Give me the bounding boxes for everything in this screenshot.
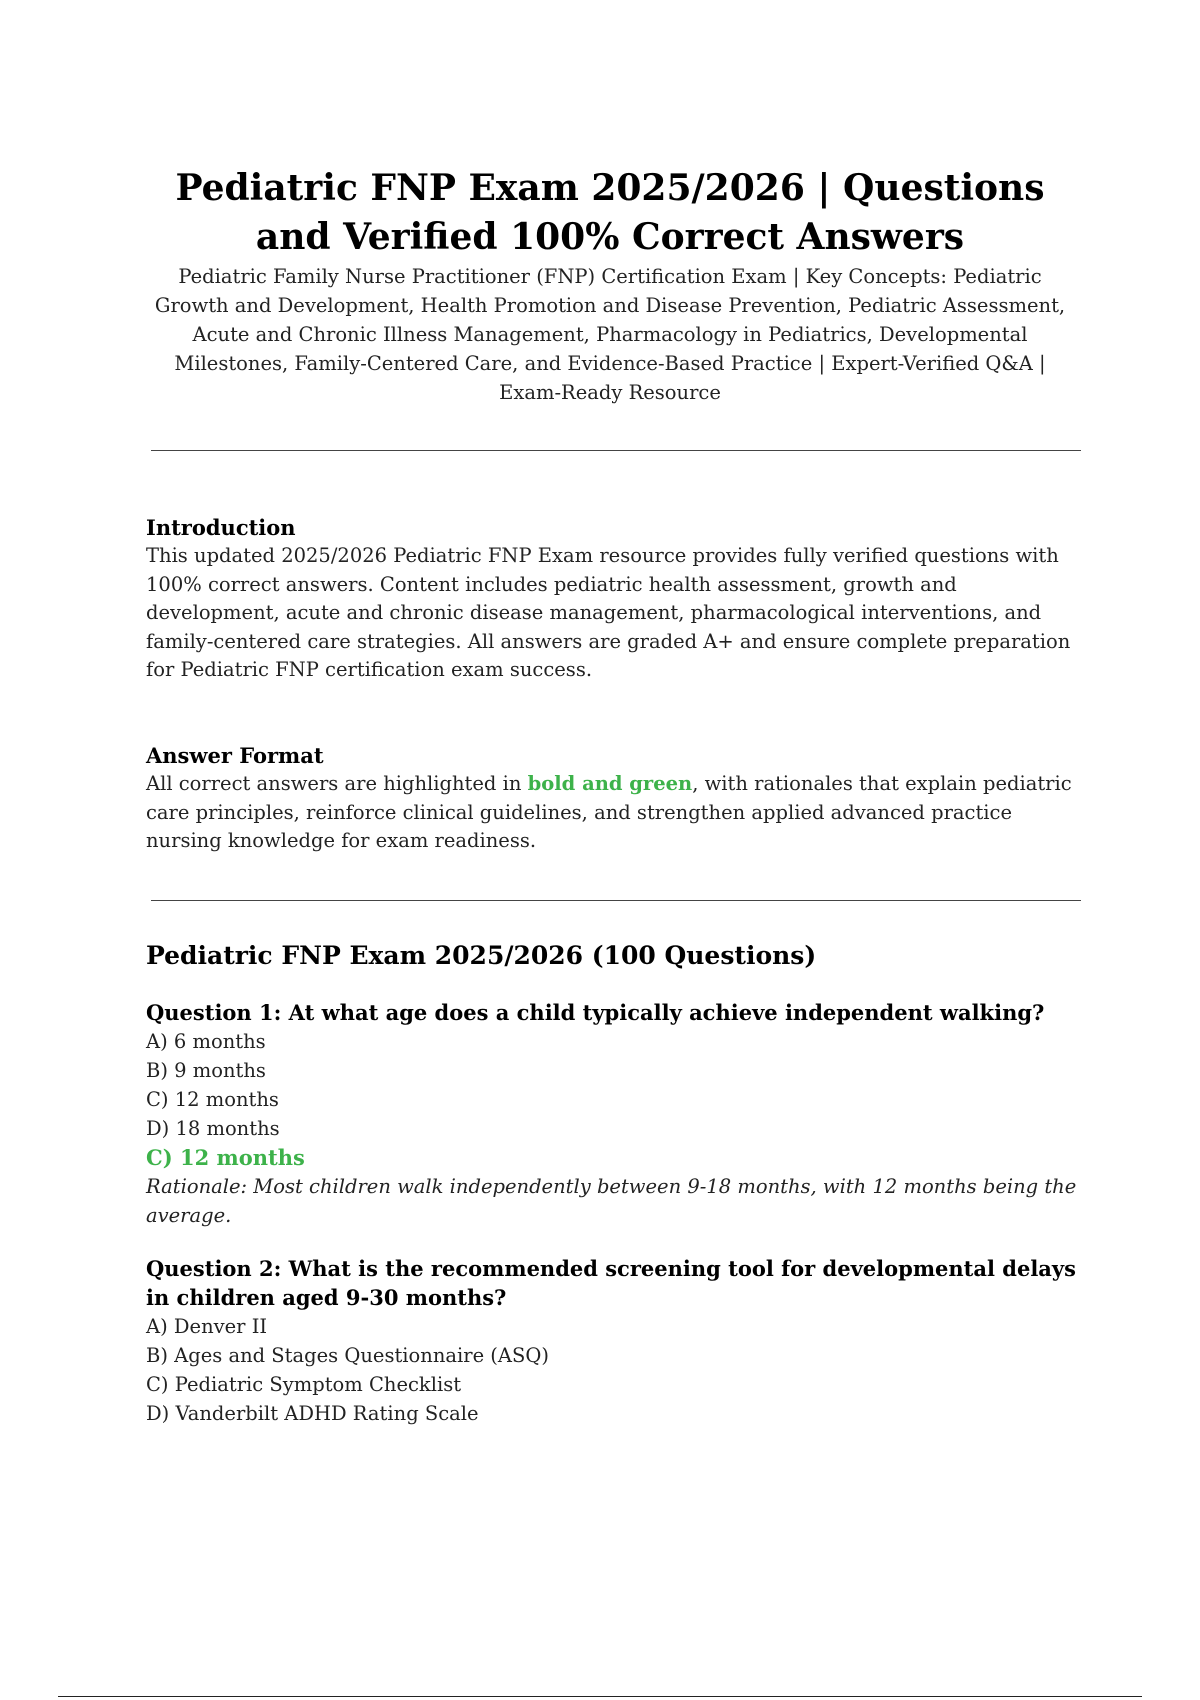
question-1 — [146, 998, 1086, 1230]
answer-format-highlight: bold and green — [527, 772, 693, 795]
question-1-text: Question 1: At what age does a child typically achieve independent walking? — [146, 1000, 1045, 1025]
question-2-text: Question 2: What is the recommended screening tool for developmental delays in children aged 9-30 months? — [146, 1256, 1076, 1310]
document-title: Pediatric FNP Exam 2025/2026 | Questions and Verified 100% Correct Answers — [175, 167, 1045, 258]
exam-heading: Pediatric FNP Exam 2025/2026 (100 Questions) — [146, 941, 817, 970]
divider-middle — [151, 900, 1081, 901]
question-2-option-b: B) Ages and Stages Questionnaire (ASQ) — [146, 1344, 549, 1367]
question-2-option-a: A) Denver II — [146, 1315, 268, 1338]
question-1-correct-answer: C) 12 months — [146, 1145, 305, 1170]
question-2-options — [146, 1312, 1086, 1428]
answer-format-body-start: All correct answers are highlighted in — [146, 772, 528, 795]
question-2-option-d: D) Vanderbilt ADHD Rating Scale — [146, 1402, 479, 1425]
answer-format-heading: Answer Format — [146, 743, 324, 768]
answer-format-section — [146, 742, 1086, 856]
question-1-option-b: B) 9 months — [146, 1059, 266, 1082]
answer-format-body-end: , with rationales that explain pediatric care principles, reinforce clinical guidelines, and strengthen applied advanced practice nursing knowledge for exam readiness. — [146, 772, 1072, 852]
question-1-option-a: A) 6 months — [146, 1030, 266, 1053]
question-1-options — [146, 1027, 1086, 1143]
question-1-option-c: C) 12 months — [146, 1088, 279, 1111]
answer-format-body — [146, 770, 1086, 856]
introduction-body: This updated 2025/2026 Pediatric FNP Exam resource provides fully verified questions with 100% correct answers. Content includes pediatric health assessment, growth and development, acute and chronic disease management, pharmacological interventions, and family-centered care strategies. All answers are graded A+ and ensure complete preparation for Pediatric FNP certification exam success. — [146, 544, 1071, 681]
question-1-option-d: D) 18 months — [146, 1117, 280, 1140]
question-2 — [146, 1254, 1086, 1428]
document-subtitle: Pediatric Family Nurse Practitioner (FNP) Certification Exam | Key Concepts: Pediatric Growth and Development, Health Promotion and Disease Prevention, Pediatric Assessment, Acute and Chronic Illness Management, Pharmacology in Pediatrics, Developmental Milestones, Family-Centered Care, and Evidence-Based Practice | Expert-Verified Q&A | Exam-Ready Resource — [154, 265, 1066, 404]
introduction-heading: Introduction — [146, 515, 296, 540]
question-2-option-c: C) Pediatric Symptom Checklist — [146, 1373, 462, 1396]
footer-rule — [58, 1696, 1142, 1697]
introduction-section — [146, 514, 1086, 685]
divider-top — [151, 450, 1081, 451]
question-1-rationale: Rationale: Most children walk independently between 9-18 months, with 12 months being the average. — [146, 1175, 1077, 1227]
